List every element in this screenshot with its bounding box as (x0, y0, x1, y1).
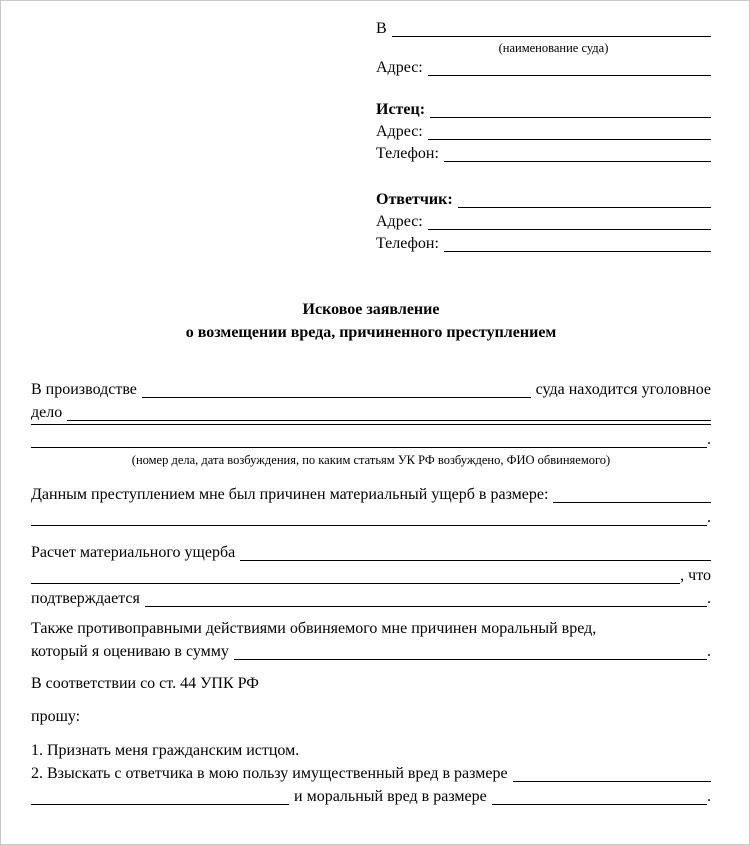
damage-calculation-field-2[interactable] (31, 583, 680, 584)
request-intro-text: прошу: (31, 708, 81, 725)
case-info-row-1 (31, 401, 711, 424)
claim-1-text: 1. Признать меня гражданским истцом. (31, 742, 300, 759)
case-info-field-3[interactable] (31, 447, 707, 448)
material-damage-text: Данным преступлением мне был причинен материальный ущерб в размере: (31, 486, 549, 503)
legal-basis-text: В соответствии со ст. 44 УПК РФ (31, 675, 259, 692)
plaintiff-label: Истец: (376, 101, 426, 118)
plaintiff-address-field[interactable] (428, 139, 711, 140)
defendant-name-field[interactable] (458, 207, 711, 208)
damage-amount-field-1[interactable] (553, 502, 711, 503)
paragraph-case-info (31, 378, 711, 468)
plaintiff-phone-row (376, 143, 711, 165)
paragraph-damage-calculation (31, 541, 711, 610)
calculation-row-1 (31, 541, 711, 564)
case-info-field-1[interactable] (67, 420, 711, 421)
moral-damage-claim-field[interactable] (492, 804, 707, 805)
document-title (31, 298, 711, 344)
defendant-address-label: Адрес: (376, 213, 423, 230)
defendant-address-field[interactable] (428, 229, 711, 230)
court-address-label: Адрес: (376, 59, 423, 76)
moral-damage-period: . (707, 643, 711, 660)
document-title-line1: Исковое заявление (302, 301, 440, 318)
paragraph-material-damage (31, 483, 711, 529)
plaintiff-address-row (376, 121, 711, 143)
confirmation-field[interactable] (145, 606, 707, 607)
material-damage-row-1 (31, 483, 711, 506)
defendant-name-row (376, 189, 711, 211)
court-name-row (376, 18, 711, 40)
claims-list (31, 739, 711, 808)
confirmation-row (31, 587, 711, 610)
moral-damage-row-1 (31, 617, 711, 640)
defendant-phone-label: Телефон: (376, 235, 439, 252)
defendant-phone-row (376, 233, 711, 255)
case-info-row-3 (31, 428, 711, 451)
calculation-row-2 (31, 564, 711, 587)
damage-calculation-field-1[interactable] (240, 560, 711, 561)
case-text-before: В производстве (31, 381, 137, 398)
paragraph-moral-damage (31, 617, 711, 663)
confirmation-label: подтверждается (31, 590, 140, 607)
document-title-line2: о возмещении вреда, причиненного преступлением (185, 324, 557, 341)
court-name-caption: (наименование суда) (498, 41, 609, 55)
calculation-label: Расчет материального ущерба (31, 544, 236, 561)
defendant-label: Ответчик: (376, 191, 453, 208)
claim-item-2-row-1 (31, 762, 711, 785)
court-label: В (376, 20, 387, 37)
defendant-phone-field[interactable] (444, 251, 711, 252)
plaintiff-address-label: Адрес: (376, 123, 423, 140)
case-court-field[interactable] (142, 397, 531, 398)
confirmation-period: . (707, 590, 711, 607)
material-damage-period: . (707, 509, 711, 526)
moral-damage-amount-field[interactable] (234, 659, 707, 660)
plaintiff-phone-field[interactable] (444, 161, 711, 162)
case-info-field-2[interactable] (31, 424, 711, 425)
claim-2-period: . (707, 788, 711, 805)
case-court-row (31, 378, 711, 401)
calculation-suffix: , что (680, 567, 711, 584)
plaintiff-name-field[interactable] (430, 117, 711, 118)
case-info-caption: (номер дела, дата возбуждения, по каким статьям УК РФ возбуждено, ФИО обвиняемого) (131, 453, 611, 467)
case-line2-label: дело (31, 404, 63, 421)
property-damage-claim-field-1[interactable] (513, 781, 711, 782)
claim-2-text: 2. Взыскать с ответчика в мою пользу имущественный вред в размере (31, 765, 508, 782)
court-address-row (376, 57, 711, 79)
defendant-address-row (376, 211, 711, 233)
document-body (31, 378, 711, 808)
plaintiff-phone-label: Телефон: (376, 145, 439, 162)
moral-damage-row-2 (31, 640, 711, 663)
claim-item-1 (31, 739, 711, 762)
claim-2-middle-text: и моральный вред в размере (294, 788, 487, 805)
court-name-field[interactable] (392, 36, 711, 37)
moral-damage-text: Также противоправными действиями обвиняемого мне причинен моральный вред, (31, 620, 597, 637)
moral-damage-sum-label: который я оцениваю в сумму (31, 643, 229, 660)
claim-item-2-row-2 (31, 785, 711, 808)
case-text-after: суда находится уголовное (535, 381, 711, 398)
damage-amount-field-2[interactable] (31, 525, 707, 526)
plaintiff-name-row (376, 99, 711, 121)
material-damage-row-2 (31, 506, 711, 529)
header-block (376, 18, 711, 255)
property-damage-claim-field-2[interactable] (31, 804, 289, 805)
court-address-field[interactable] (428, 75, 711, 76)
case-info-period: . (707, 431, 711, 448)
